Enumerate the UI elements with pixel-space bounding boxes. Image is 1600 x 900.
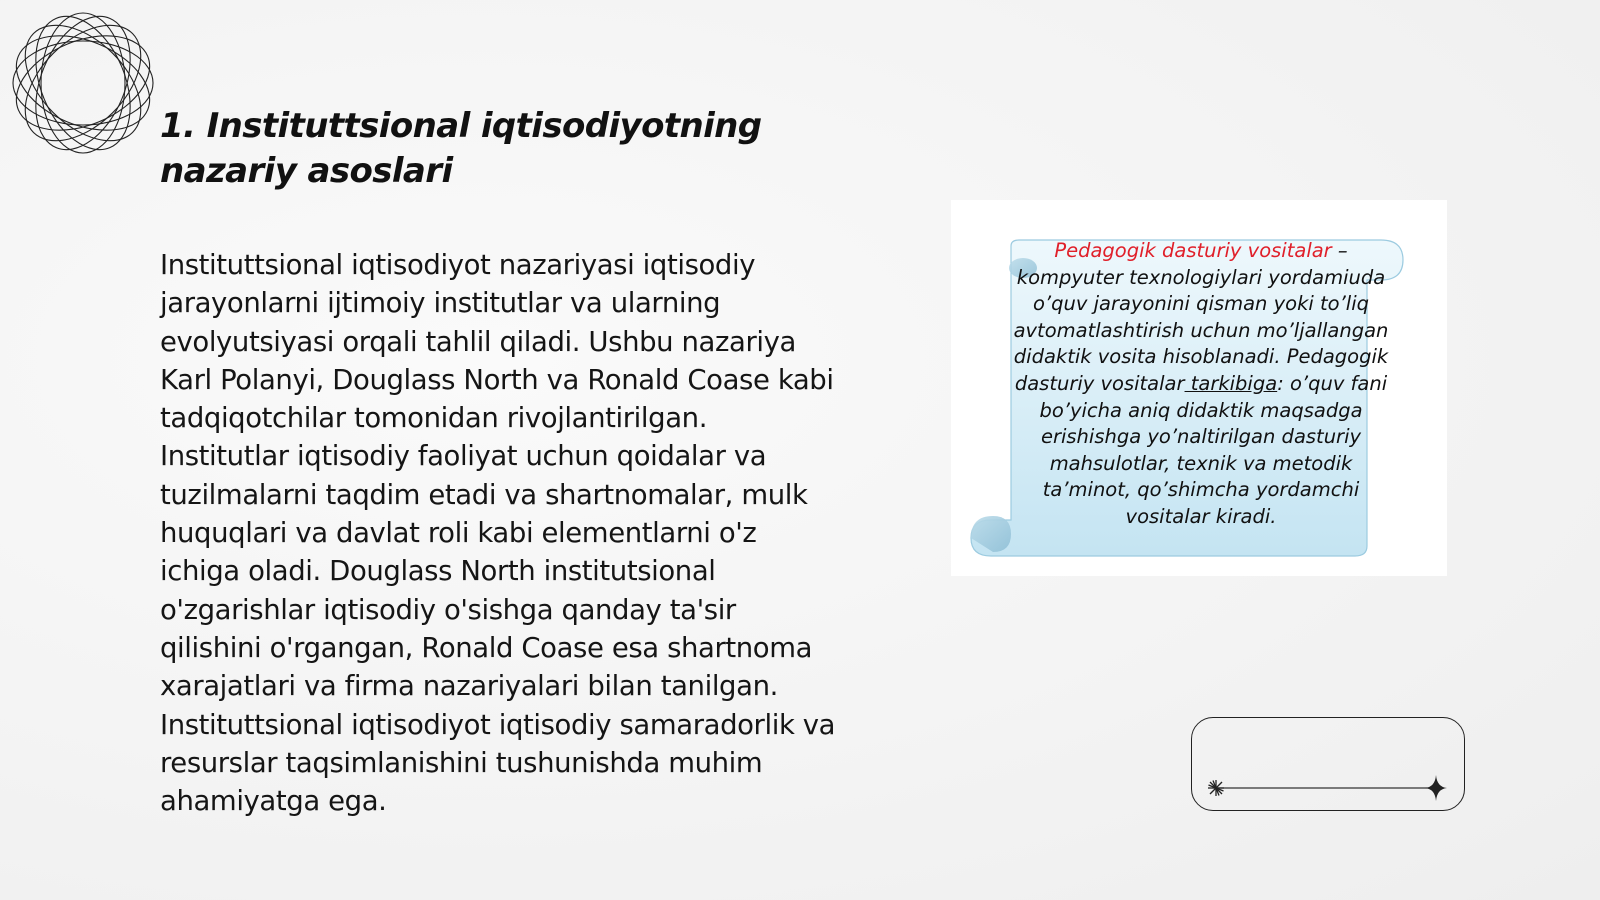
- rosette-ring: [13, 41, 153, 125]
- scroll-dash: –: [1331, 239, 1348, 262]
- body-paragraph: Instituttsional iqtisodiyot nazariyasi iqtisodiy jarayonlarni ijtimoiy institutlar va ularning evolyutsiyasi orqali tahlil qiladi. Ushbu nazariya Karl Polanyi, Douglass North va Ronald Coase kabi tadqiqotchilar tomonidan rivojlantirilgan. Institutlar iqtisodiy faoliyat uchun qoidalar va tuzilmalarni taqdim etadi va shartnomalar, mulk huquqlari va davlat roli kabi elementlarni o'z ichiga oladi. Douglass North institutsional o'zgarishlar iqtisodiy o'sishga qanday ta'sir qilishini o'rgangan, Ronald Coase esa shartnoma xarajatlari va firma nazariyalari bilan tanilgan. Instituttsional iqtisodiyot iqtisodiy samaradorlik va resurslar taqsimlanishini tushunishda muhim ahamiyatga ega.: [160, 249, 836, 818]
- sparkle-icon: [1425, 775, 1447, 801]
- decorative-timeline-frame: [1191, 717, 1465, 811]
- rosette-ring: [10, 10, 156, 156]
- slide-title: 1. Instituttsional iqtisodiyotning nazariy asoslari: [160, 106, 762, 191]
- timeline-line: [1192, 718, 1464, 810]
- scroll-definition: kompyuter texnologiylari yordamiuda o’quv jarayonini qisman yoki to’liq avtomatlashtirish uchun mo’ljallangan didaktik vosita hisoblanadi. Pedagogik dasturiy vositalar: [1013, 265, 1389, 395]
- definition-figure: [951, 200, 1447, 576]
- scroll-term: Pedagogik dasturiy vositalar: [1054, 239, 1332, 262]
- scroll-underlined-word: tarkibiga: [1184, 371, 1278, 395]
- circle-rosette-icon: [10, 10, 156, 156]
- rosette-ring: [41, 13, 125, 153]
- scroll-rest: : o’quv fani bo’yicha aniq didaktik maqsadga erishishga yo’naltirilgan dasturiy mahsulotlar, texnik va metodik ta’minot, qo’shimcha yordamchi vositalar kiradi.: [1039, 371, 1388, 528]
- scroll-definition-text: [1011, 238, 1391, 570]
- starburst-icon: [1208, 780, 1224, 796]
